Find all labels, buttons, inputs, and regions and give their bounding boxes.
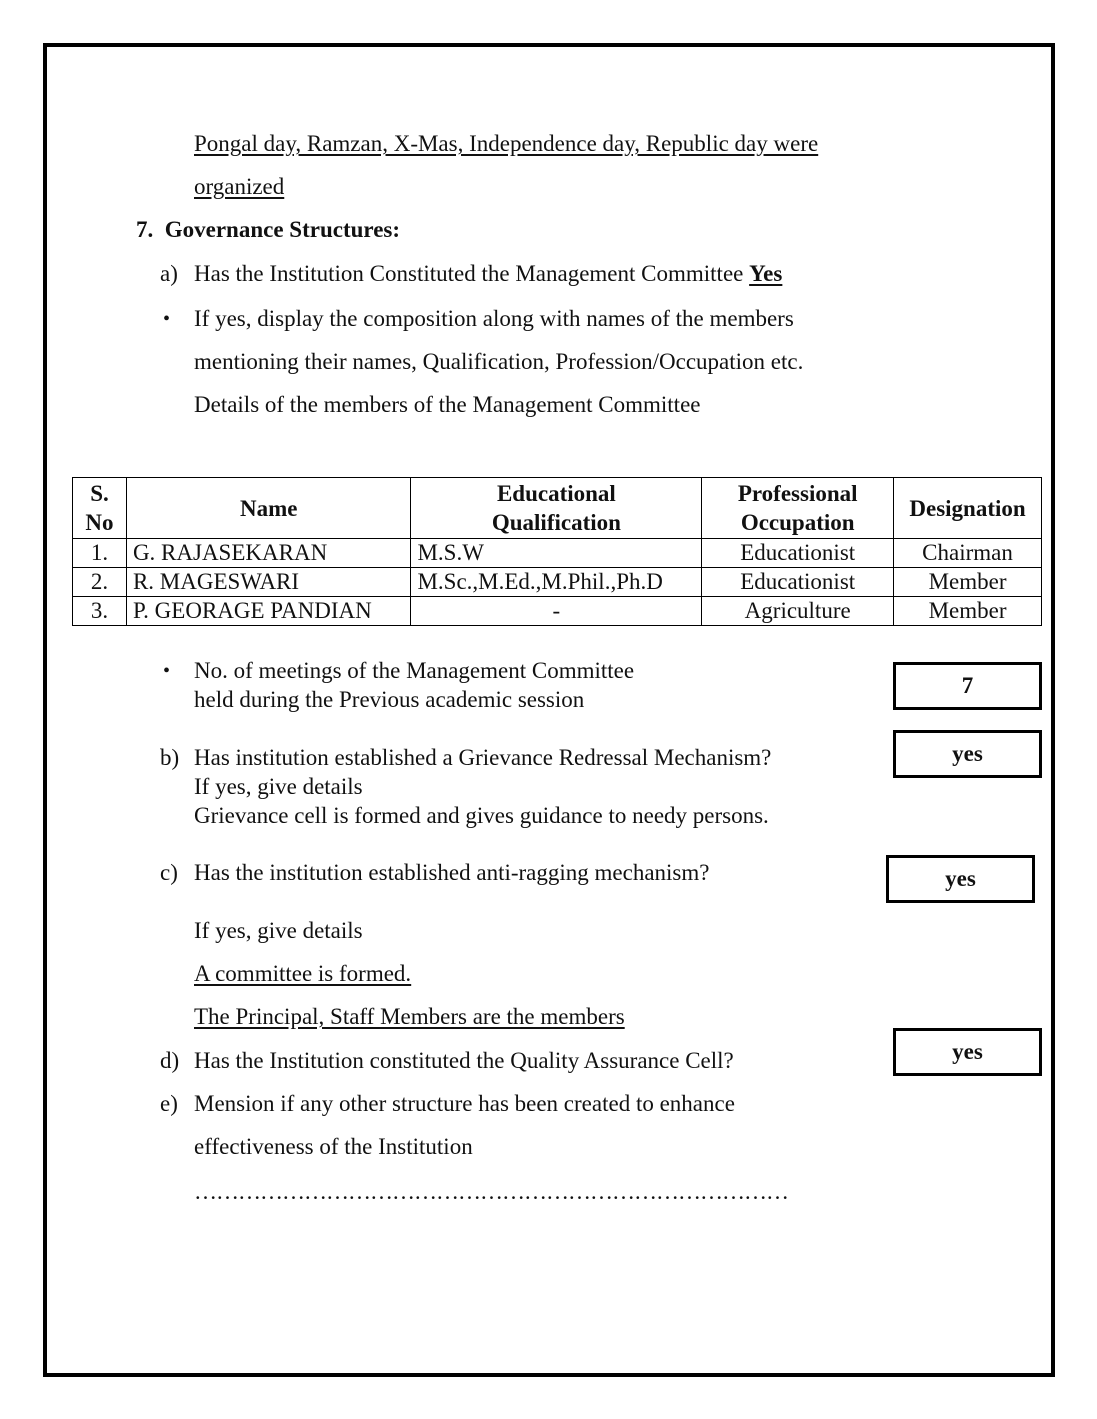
bullet1-line-2: mentioning their names, Qualification, Profession/Occupation etc. — [194, 349, 804, 374]
cell-qualification: M.S.W — [411, 539, 702, 568]
question-c-line-4: The Principal, Staff Members are the members — [194, 1004, 625, 1029]
table-row — [73, 597, 1042, 626]
question-b-line-1: Has institution established a Grievance Redressal Mechanism? — [194, 745, 772, 770]
cell-sno: 3. — [73, 597, 127, 626]
grievance-answer-box: yes — [893, 730, 1042, 778]
header-occupation: Professional Occupation — [702, 478, 894, 539]
meetings-line-1: No. of meetings of the Management Committee — [194, 658, 635, 683]
section-number: 7. — [136, 217, 154, 242]
question-a-answer: Yes — [749, 261, 783, 286]
question-b-line-2: If yes, give details — [194, 774, 363, 799]
anti-ragging-answer-box: yes — [886, 855, 1035, 903]
question-d-marker: d) — [160, 1048, 180, 1073]
table-header-row — [73, 478, 1042, 539]
cell-designation: Member — [894, 597, 1042, 626]
cell-designation: Member — [894, 568, 1042, 597]
intro-line-2: organized — [194, 174, 285, 199]
cell-occupation: Educationist — [702, 568, 894, 597]
bullet-icon: • — [163, 308, 171, 330]
question-e-marker: e) — [160, 1091, 178, 1116]
section-heading — [136, 216, 400, 244]
question-e-line-1: Mension if any other structure has been created to enhance — [194, 1091, 735, 1116]
management-committee-table — [72, 477, 1042, 626]
question-c-line-3: A committee is formed. — [194, 961, 412, 986]
bullet1-line-1: If yes, display the composition along with names of the members — [194, 306, 794, 331]
cell-occupation: Agriculture — [702, 597, 894, 626]
question-b-marker: b) — [160, 745, 180, 770]
cell-sno: 1. — [73, 539, 127, 568]
question-e-dots: ……………………………………………………………………… — [194, 1179, 788, 1204]
meetings-answer-box: 7 — [893, 662, 1042, 710]
cell-name: G. RAJASEKARAN — [126, 539, 411, 568]
cell-occupation: Educationist — [702, 539, 894, 568]
quality-cell-answer-box: yes — [893, 1028, 1042, 1076]
section-title: Governance Structures: — [164, 217, 401, 242]
header-sno: S. No — [73, 478, 127, 539]
cell-designation: Chairman — [894, 539, 1042, 568]
cell-name: R. MAGESWARI — [126, 568, 411, 597]
question-e-line-2: effectiveness of the Institution — [194, 1134, 473, 1159]
cell-qualification: M.Sc.,M.Ed.,M.Phil.,Ph.D — [411, 568, 702, 597]
bullet-icon: • — [163, 660, 171, 682]
question-a — [194, 260, 782, 288]
question-a-text: Has the Institution Constituted the Management Committee — [194, 261, 750, 286]
header-qualification: Educational Qualification — [411, 478, 702, 539]
question-c-marker: c) — [160, 860, 178, 885]
cell-name: P. GEORAGE PANDIAN — [126, 597, 411, 626]
intro-line-1: Pongal day, Ramzan, X-Mas, Independence day, Republic day were — [194, 131, 819, 156]
cell-sno: 2. — [73, 568, 127, 597]
question-c-line-1: Has the institution established anti-ragging mechanism? — [194, 860, 710, 885]
table-row — [73, 539, 1042, 568]
meetings-line-2: held during the Previous academic session — [194, 687, 585, 712]
table-row — [73, 568, 1042, 597]
question-c-line-2: If yes, give details — [194, 918, 363, 943]
bullet1-line-3: Details of the members of the Management Committee — [194, 392, 701, 417]
cell-qualification: - — [411, 597, 702, 626]
header-designation: Designation — [894, 478, 1042, 539]
question-d-text: Has the Institution constituted the Quality Assurance Cell? — [194, 1048, 734, 1073]
question-a-marker: a) — [160, 261, 178, 286]
question-b-line-3: Grievance cell is formed and gives guidance to needy persons. — [194, 803, 769, 828]
header-name: Name — [126, 478, 411, 539]
